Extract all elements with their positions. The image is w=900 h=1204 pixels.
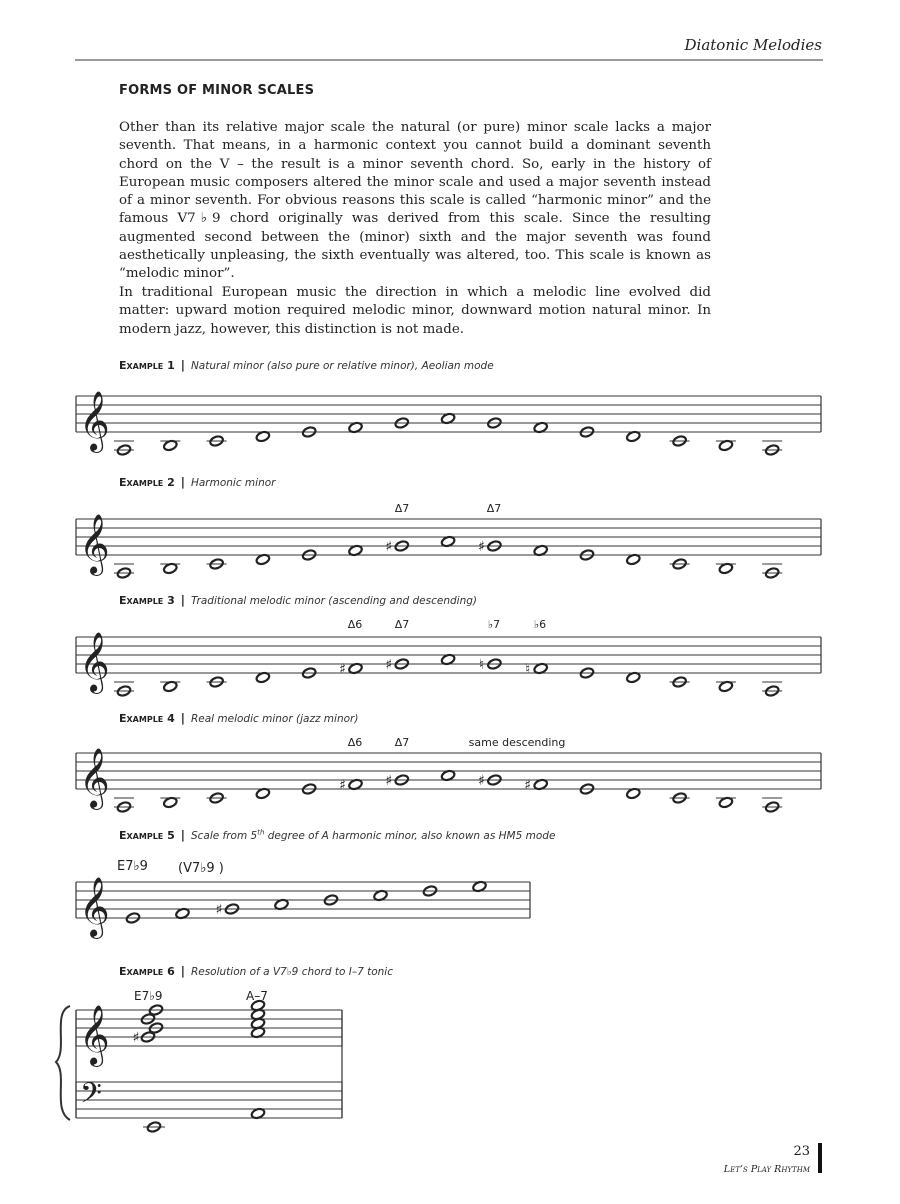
- brace-icon: [56, 1006, 70, 1120]
- treble-clef-icon: 𝄞: [79, 391, 110, 451]
- example-6-label: Example 6 | Resolution of a V7♭9 chord to I–7 tonic: [119, 964, 393, 978]
- page-number: 23: [793, 1144, 810, 1159]
- example-caption: Natural minor (also pure or relative minor), Aeolian mode: [190, 360, 494, 372]
- example-2-accidental: ♯: [385, 539, 393, 555]
- example-3-accidental: ♮: [525, 661, 531, 678]
- treble-clef-icon: 𝄞: [79, 748, 110, 808]
- annotation-delta7: Δ7: [486, 502, 502, 515]
- example-caption: Scale from 5th degree of A harmonic minor, also known as HM5 mode: [190, 828, 556, 842]
- example-3-accidental: ♯: [339, 661, 346, 678]
- chord-symbol: E7♭9: [134, 989, 163, 1003]
- example-4-accidental: ♯: [478, 773, 485, 789]
- example-number: Example 3: [119, 594, 175, 607]
- example-2-label: Example 2 | Harmonic minor: [119, 475, 276, 489]
- example-1-label: Example 1 | Natural minor (also pure or relative minor), Aeolian mode: [119, 358, 494, 372]
- paragraph-1: Other than its relative major scale the natural (or pure) minor scale lacks a major seventh. That means, in a harmonic context you cannot build a dominant seventh chord on the V – the result is a minor seventh chord. So, early in the history of European music composers altered the minor scale and used a major seventh instead of a minor seventh. For obvious reasons this scale is called “harmonic minor” and the famous V7♭9 chord originally was derived from this scale. Since the resulting augmented second between the (minor) sixth and the major seventh was found aesthetically unpleasing, the sixth eventually was altered, too. This scale is known as “melodic minor”.: [119, 120, 711, 282]
- bass-clef-icon: 𝄢: [80, 1077, 102, 1117]
- treble-clef-icon: 𝄞: [79, 514, 110, 574]
- example-3-accidental: ♯: [385, 657, 393, 673]
- example-number: Example 5: [119, 829, 175, 842]
- example-number: Example 4: [119, 712, 175, 725]
- example-caption: Harmonic minor: [190, 477, 276, 489]
- annotation-delta6: Δ6: [347, 618, 363, 631]
- example-number: Example 2: [119, 476, 175, 489]
- section-title: FORMS OF MINOR SCALES: [119, 83, 315, 98]
- chord-symbol: A–7: [246, 989, 268, 1003]
- treble-clef-icon: 𝄞: [79, 1005, 110, 1065]
- example-5-label: Example 5 | Scale from 5th degree of A harmonic minor, also known as HM5 mode: [119, 828, 556, 842]
- example-caption: Traditional melodic minor (ascending and descending): [190, 595, 477, 607]
- annotation-delta7: Δ7: [394, 618, 410, 631]
- paragraph-2: In traditional European music the direction in which a melodic line evolved did matter: upward motion required melodic minor, downward motion natural minor. In modern jazz, however, this distinction is not made.: [119, 285, 711, 337]
- annotation-delta7: Δ7: [394, 502, 410, 515]
- annotation-flat6: ♭6: [533, 618, 547, 631]
- example-4-label: Example 4 | Real melodic minor (jazz minor): [119, 711, 359, 725]
- example-3-label: Example 3 | Traditional melodic minor (ascending and descending): [119, 593, 477, 607]
- example-caption: Resolution of a V7♭9 chord to I–7 tonic: [190, 966, 393, 978]
- treble-clef-icon: 𝄞: [79, 632, 110, 692]
- example-caption: Real melodic minor (jazz minor): [190, 713, 359, 725]
- example-2-accidental: ♯: [478, 539, 485, 555]
- annotation-delta7: Δ7: [394, 736, 410, 749]
- chord-function: (V7♭9 ): [178, 861, 224, 876]
- example-4-accidental: ♯: [524, 777, 532, 794]
- footer-bar: [818, 1143, 822, 1173]
- example-4-accidental: ♯: [339, 777, 346, 794]
- example-number: Example 1: [119, 359, 175, 372]
- chord-symbol: E7♭9: [117, 859, 148, 874]
- annotation-flat7: ♭7: [487, 618, 501, 631]
- annotation-same-descending: same descending: [468, 736, 566, 749]
- running-header-title: Diatonic Melodies: [684, 36, 822, 54]
- annotation-delta6: Δ6: [347, 736, 363, 749]
- footer-book-title: Let’s Play Rhythm: [723, 1164, 810, 1175]
- example-5-accidental: ♯: [215, 902, 223, 918]
- example-3-accidental: ♮: [478, 657, 484, 673]
- example-number: Example 6: [119, 965, 175, 978]
- chord-1-accidental: ♯: [132, 1030, 140, 1046]
- example-4-accidental: ♯: [385, 773, 393, 789]
- treble-clef-icon: 𝄞: [79, 877, 110, 937]
